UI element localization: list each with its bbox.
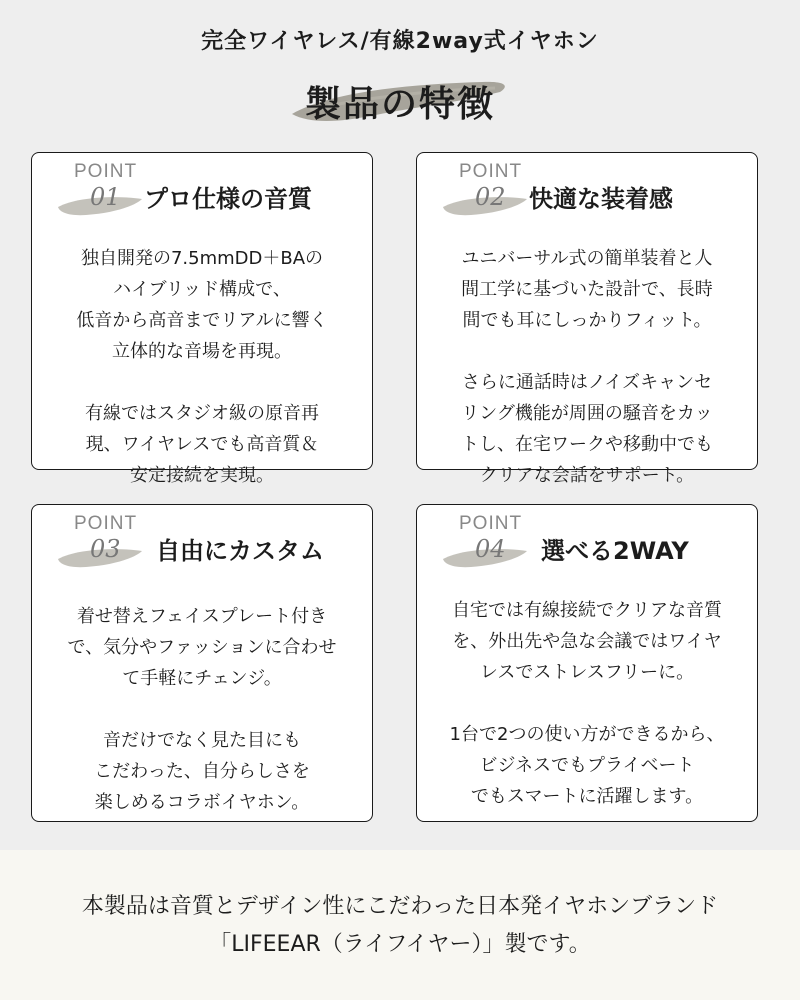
point-label: POINT: [74, 161, 138, 182]
point-paragraph: 自宅では有線接続でクリアな音質 を、外出先や急な会議ではワイヤ レスでストレスフリーに。: [452, 600, 722, 683]
feature-card-04: [416, 504, 758, 822]
point-number: 04: [475, 535, 506, 563]
feature-card-01: [31, 152, 373, 486]
page-subtitle: 完全ワイヤレス/有線2way式イヤホン: [201, 29, 599, 54]
brand-footer: [0, 850, 800, 1000]
point-number: 02: [475, 183, 506, 211]
point-title: 選べる2WAY: [541, 537, 689, 565]
feature-card-02: [416, 152, 758, 486]
section-title: [250, 62, 550, 132]
feature-card-03: [31, 504, 373, 822]
point-description: [427, 243, 747, 522]
point-description: [42, 243, 362, 522]
point-paragraph: 着せ替えフェイスプレート付き で、気分やファッションに合わせ て手軽にチェンジ。: [67, 606, 337, 689]
point-number: 03: [90, 535, 121, 563]
point-paragraph: 有線ではスタジオ級の原音再 現、ワイヤレスでも高音質＆ 安定接続を実現。: [85, 403, 319, 486]
point-paragraph: 音だけでなく見た目にも こだわった、自分らしさを 楽しめるコラボイヤホン。: [94, 730, 310, 813]
point-number: 01: [90, 183, 121, 211]
point-description: [427, 595, 747, 843]
footer-text: 本製品は音質とデザイン性にこだわった日本発イヤホンブランド 「LIFEEAR（ライフイヤー）」製です。: [81, 894, 719, 957]
page-title: 製品の特徴: [304, 84, 495, 125]
point-paragraph: さらに通話時はノイズキャンセ リング機能が周囲の騒音をカッ トし、在宅ワークや移動中でも クリアな会話をサポート。: [461, 372, 713, 486]
point-paragraph: 1台で2つの使い方ができるから、 ビジネスでもプライベート でもスマートに活躍します。: [449, 724, 725, 807]
point-label: POINT: [74, 513, 138, 534]
point-label: POINT: [459, 161, 523, 182]
point-paragraph: ユニバーサル式の簡単装着と人 間工学に基づいた設計で、長時 間でも耳にしっかりフィット。: [461, 248, 713, 331]
point-paragraph: 独自開発の7.5mmDD＋BAの ハイブリッド構成で、 低音から高音までリアルに響く 立体的な音場を再現。: [76, 248, 328, 362]
point-title: 快適な装着感: [529, 185, 673, 213]
point-title: プロ仕様の音質: [144, 185, 312, 213]
point-label: POINT: [459, 513, 523, 534]
point-description: [42, 601, 362, 849]
point-title: 自由にカスタム: [156, 537, 324, 565]
